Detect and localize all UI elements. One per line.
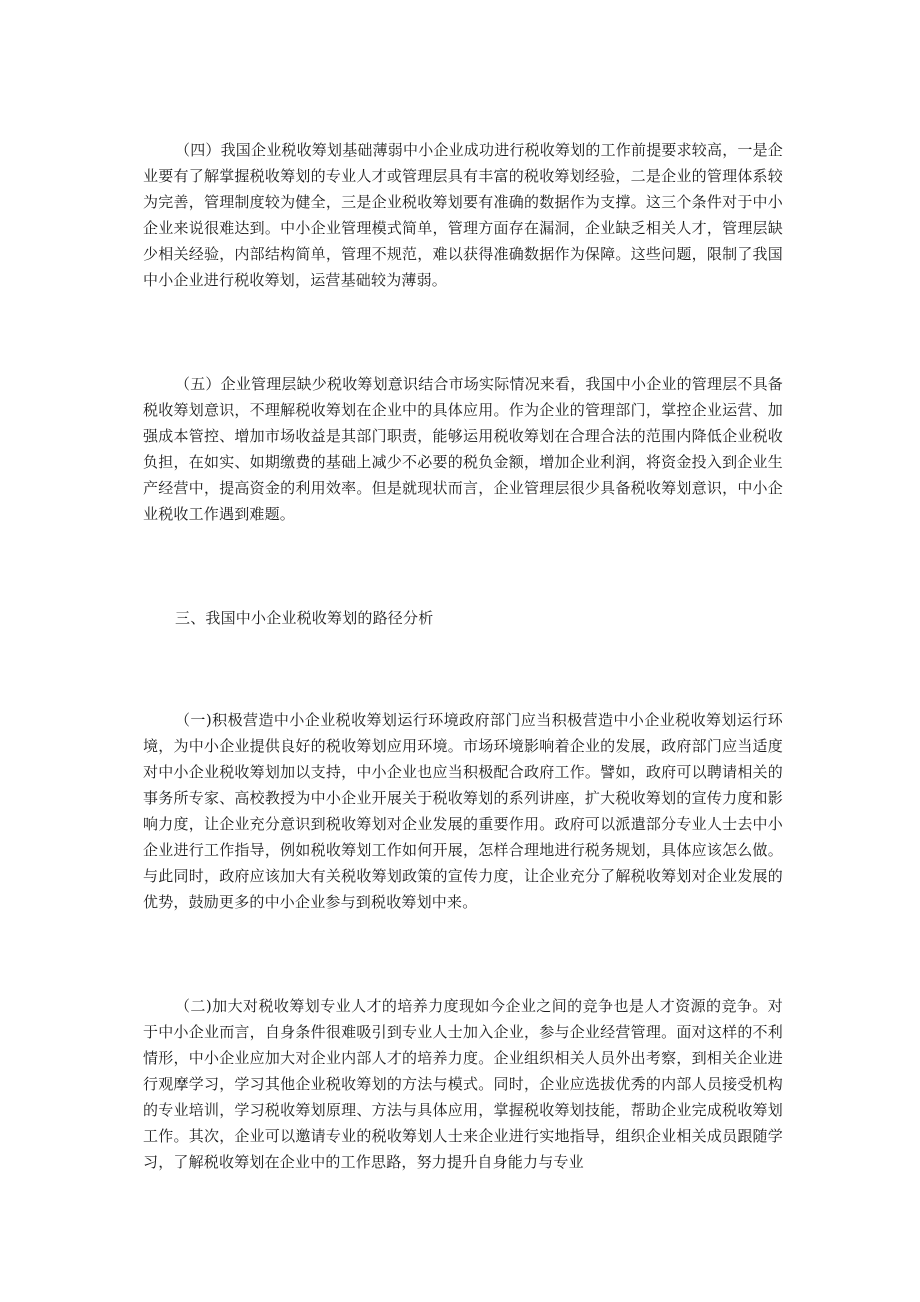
paragraph-operating-environment: （一)积极营造中小企业税收筹划运行环境政府部门应当积极营造中小企业税收筹划运行环境，为中小企业提供良好的税收筹划应用环境。市场环境影响着企业的发展，政府部门应当适度对中小企业税收筹划加以支持，中小企业也应当积极配合政府工作。譬如，政府可以聘请相关的事务所专家、高校教授为中小企业开展关于税收筹划的系列讲座，扩大税收筹划的宣传力度和影响力度，让企业充分意识到税收筹划对企业发展的重要作用。政府可以派遣部分专业人士去中小企业进行工作指导，例如税收筹划工作如何开展，怎样合理地进行税务规划，具体应该怎么做。与此同时，政府应该加大有关税收筹划政策的宣传力度，让企业充分了解税收筹划对企业发展的优势，鼓励更多的中小企业参与到税收筹划中来。 bbox=[143, 711, 783, 911]
paragraph-tax-planning-foundation: （四）我国企业税收筹划基础薄弱中小企业成功进行税收筹划的工作前提要求较高，一是企业要有了解掌握税收筹划的专业人才或管理层具有丰富的税收筹划经验，二是企业的管理体系较为完善，管理制度较为健全，三是企业税收筹划要有准确的数据作为支撑。这三个条件对于中小企业来说很难达到。中小企业管理模式简单，管理方面存在漏洞，企业缺乏相关人才，管理层缺少相关经验，内部结构简单，管理不规范，难以获得准确数据作为保障。这些问题，限制了我国中小企业进行税收筹划，运营基础较为薄弱。 bbox=[143, 141, 784, 289]
paragraph-talent-cultivation: （二)加大对税收筹划专业人才的培养力度现如今企业之间的竞争也是人才资源的竞争。对于中小企业而言，自身条件很难吸引到专业人士加入企业，参与企业经营管理。面对这样的不利情形，中小企业应加大对企业内部人才的培养力度。企业组织相关人员外出考察，到相关企业进行观摩学习，学习其他企业税收筹划的方法与模式。同时，企业应选拔优秀的内部人员接受机构的专业培训，学习税收筹划原理、方法与具体应用，掌握税收筹划技能，帮助企业完成税收筹划工作。其次，企业可以邀请专业的税收筹划人士来企业进行实地指导，组织企业相关成员跟随学习，了解税收筹划在企业中的工作思路，努力提升自身能力与专业 bbox=[143, 997, 783, 1171]
paragraph-management-awareness: （五）企业管理层缺少税收筹划意识结合市场实际情况来看，我国中小企业的管理层不具备税收筹划意识，不理解税收筹划在企业中的具体应用。作为企业的管理部门，掌控企业运营、加强成本管控、增加市场收益是其部门职责，能够运用税收筹划在合理合法的范围内降低企业税收负担，在如实、如期缴费的基础上减少不必要的税负金额，增加企业利润，将资金投入到企业生产经营中，提高资金的利用效率。但是就现状而言，企业管理层很少具备税收筹划意识，中小企业税收工作遇到难题。 bbox=[143, 375, 784, 523]
section-heading-path-analysis: 三、我国中小企业税收筹划的路径分析 bbox=[175, 609, 434, 627]
